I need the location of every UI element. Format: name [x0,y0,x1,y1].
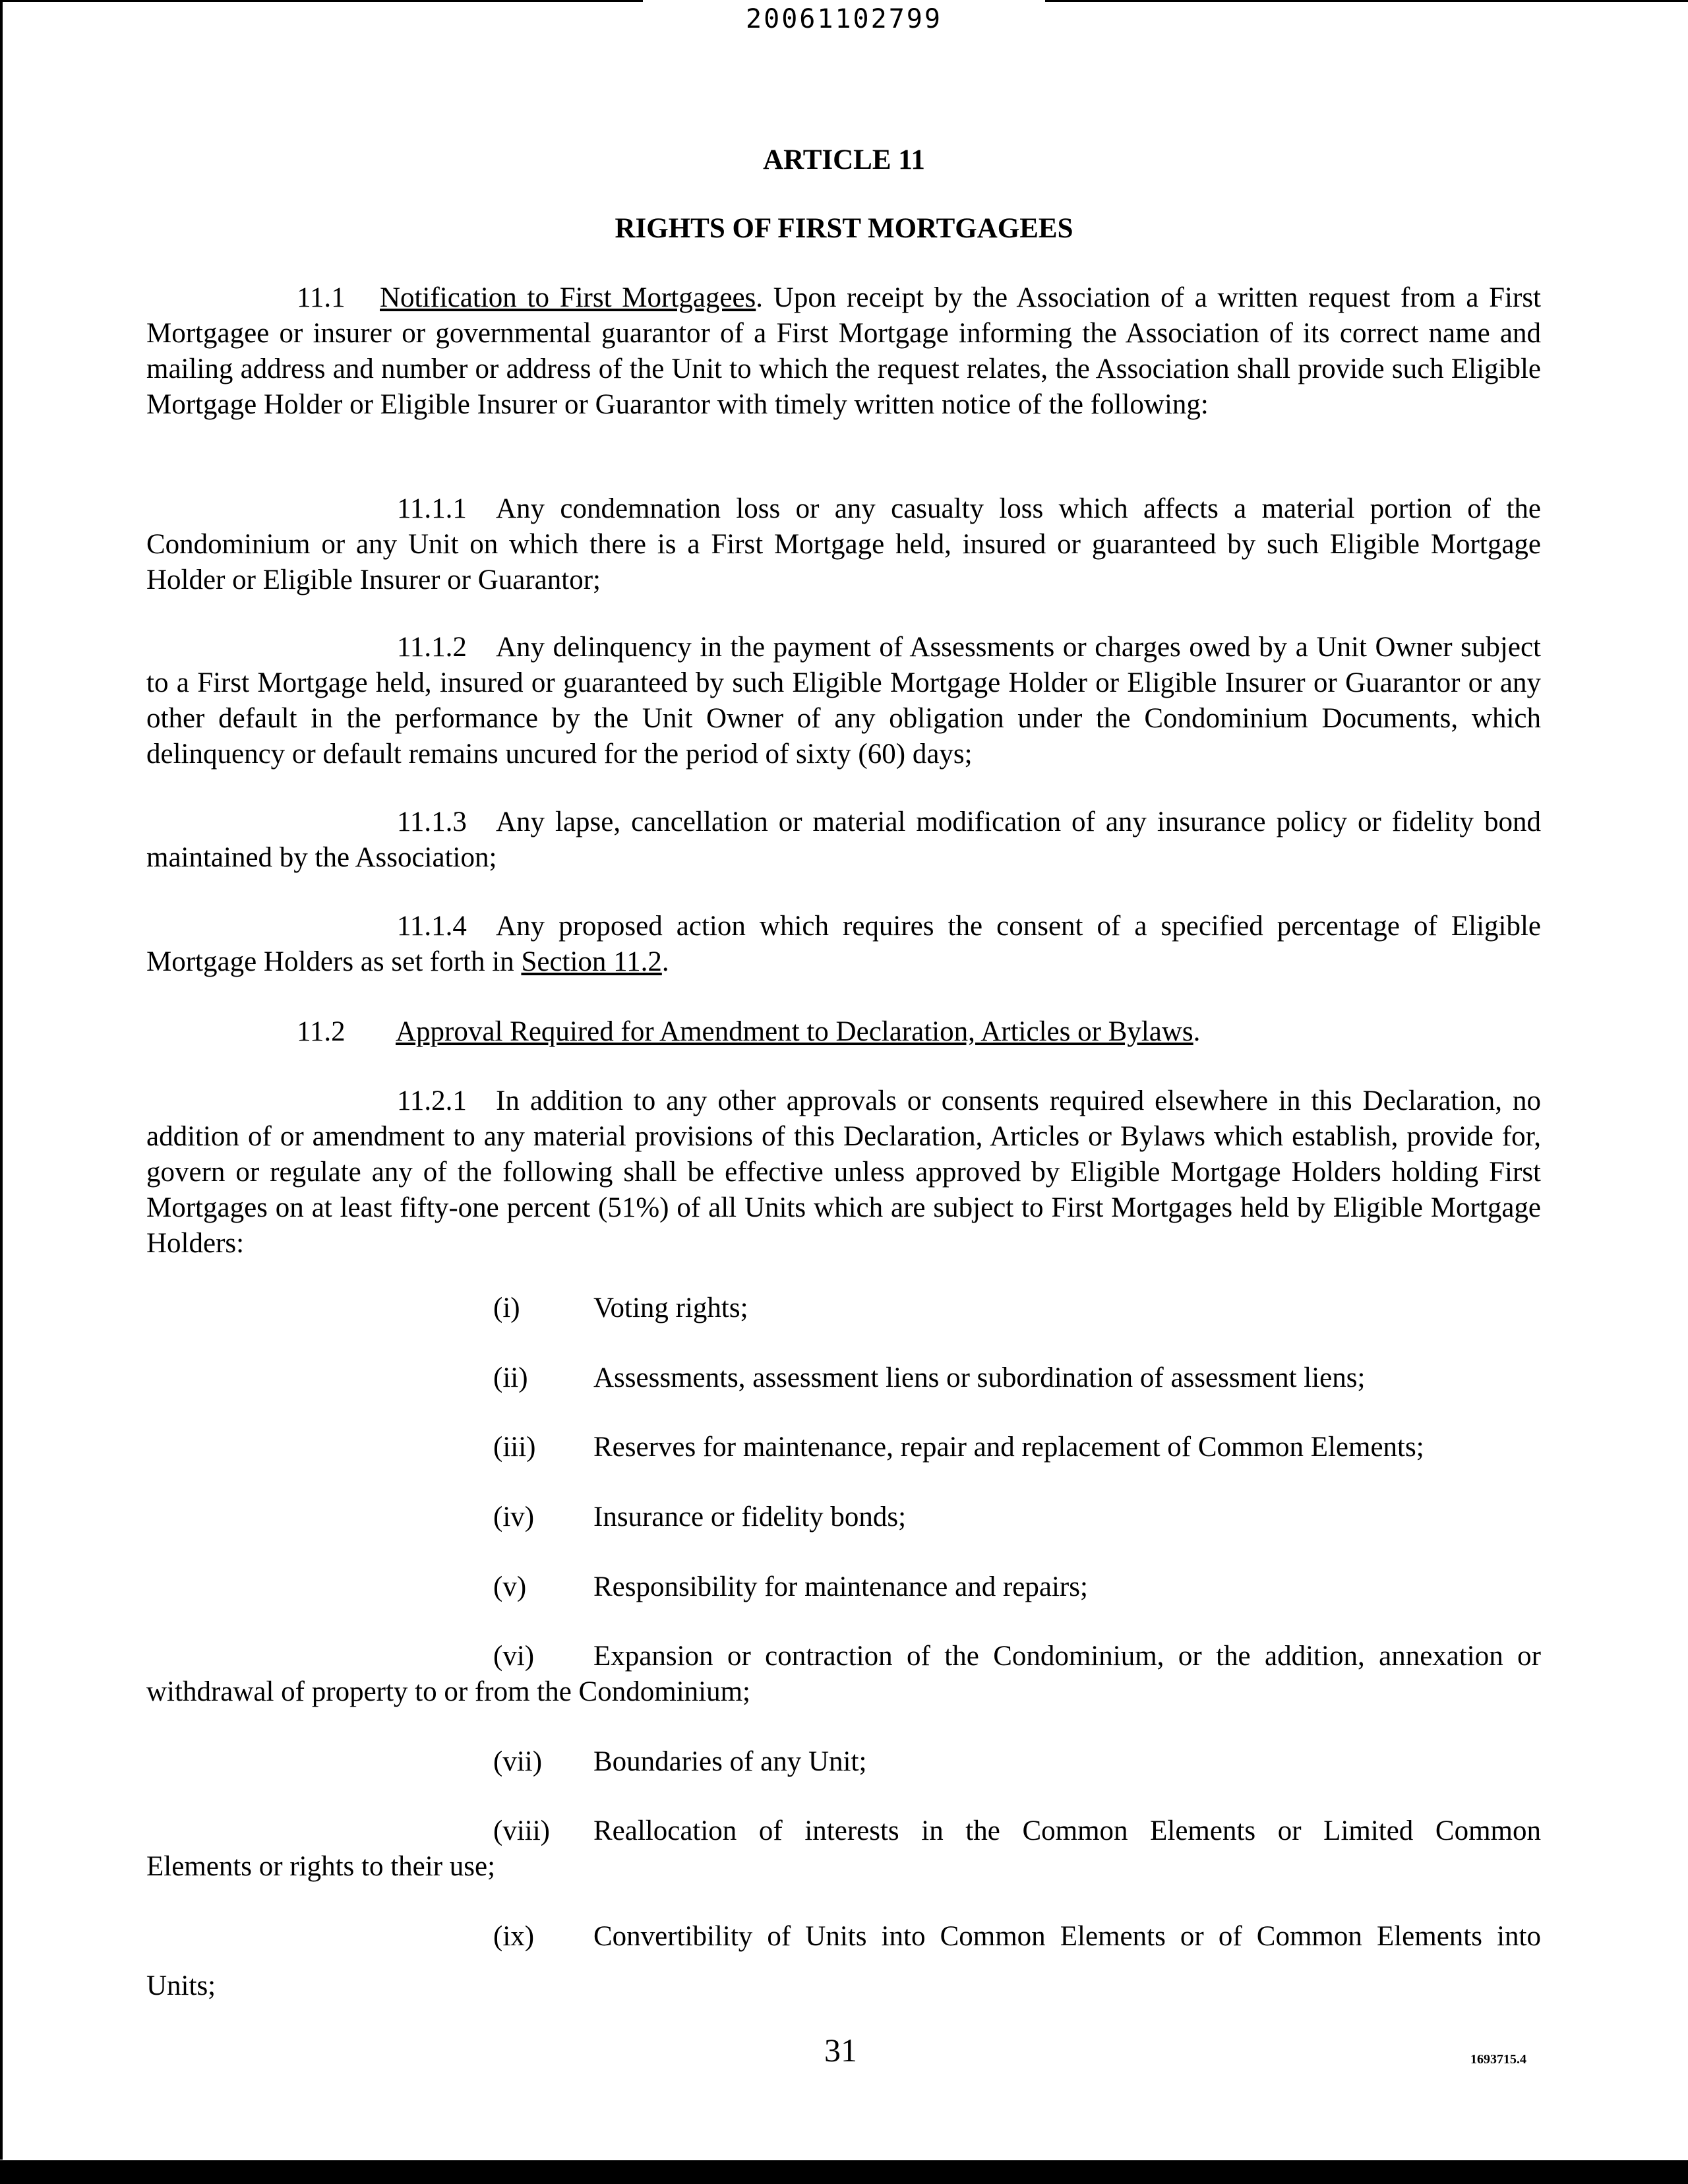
article-title: RIGHTS OF FIRST MORTGAGEES [615,213,1073,244]
section-number: 11.1.1 [397,493,467,524]
page-number: 31 [824,2032,857,2069]
section-body: Any delinquency in the payment of Assessments or charges owed by a Unit Owner subject to a First Mortgage held, insured or guaranteed by such Eligible Mortgage Holder or Eligible Insurer or Guarantor or any other default in the performance by the Unit Owner of any obligation under the Condominium Documents, which delinquency or default remains uncured for the period of sixty (60) days; [146,632,1541,770]
list-item-text: Responsibility for maintenance and repairs; [593,1571,1088,1602]
section-body: Any lapse, cancellation or material modification of any insurance policy or fidelity bond maintained by the Association; [146,806,1541,873]
section-11-1-4 [146,909,1541,980]
list-item-text: Boundaries of any Unit; [593,1746,867,1777]
list-item-text: Convertibility of Units into Common Elements or of Common Elements into [593,1921,1541,1952]
section-end-punct: . [661,946,669,977]
section-number: 11.1.3 [397,806,467,837]
list-item-text: Reallocation of interests in the Common Elements or Limited Common [593,1815,1541,1846]
section-number: 11.2.1 [397,1085,467,1116]
list-item-number: (i) [493,1292,520,1323]
section-number: 11.2 [297,1016,346,1047]
section-end-punct: . [1193,1016,1201,1047]
list-item-text: Voting rights; [593,1292,748,1323]
list-item-number: (iv) [493,1502,535,1532]
list-item-text: Insurance or fidelity bonds; [593,1502,907,1532]
left-scan-edge [0,0,3,2160]
top-rule-left [0,0,643,2]
list-item-number: (ii) [493,1362,528,1393]
list-item-number: (vi) [493,1641,535,1672]
top-rule-right [1045,0,1688,2]
recording-stamp: 20061102799 [746,4,942,34]
section-number: 11.1.4 [397,911,467,942]
list-item-number: (viii) [493,1815,550,1846]
section-heading: Approval Required for Amendment to Declaration, Articles or Bylaws [396,1016,1193,1047]
list-item-number: (vii) [493,1746,543,1777]
list-item-text: Reserves for maintenance, repair and replacement of Common Elements; [593,1432,1424,1463]
section-11-1-2 [146,630,1541,772]
section-number: 11.1.2 [397,632,467,663]
section-11-2 [146,1014,1541,1050]
section-number: 11.1 [297,282,346,313]
list-item-continuation: Units; [146,1970,216,2001]
section-11-2-1 [146,1083,1541,1261]
section-11-2-reference-link[interactable]: Section 11.2 [521,946,662,977]
section-11-1-3 [146,804,1541,876]
list-item-text: Expansion or contraction of the Condominium, or the addition, annexation or [593,1641,1541,1672]
list-item-number: (iii) [493,1432,536,1463]
article-number: ARTICLE 11 [763,144,925,175]
document-id: 1693715.4 [1470,2052,1526,2067]
section-body: . Upon receipt by the Association of a written request from a First Mortgagee or insurer or governmental guarantor of a First Mortgage informing the Association of its correct name and mailing address and number or address of the Unit to which the request relates, the Association shall provide such Eligible Mortgage Holder or Eligible Insurer or Guarantor with timely written notice of the following: [146,282,1542,420]
list-item-number: (v) [493,1571,527,1602]
list-item-continuation: withdrawal of property to or from the Condominium; [146,1676,750,1707]
section-11-1 [146,280,1541,423]
section-body: Any condemnation loss or any casualty loss which affects a material portion of the Condominium or any Unit on which there is a First Mortgage held, insured or guaranteed by such Eligible Mortgage Holder or Eligible Insurer or Guarantor; [146,493,1541,595]
list-item-number: (ix) [493,1921,535,1952]
bottom-scan-bar [0,2160,1688,2184]
section-body: In addition to any other approvals or consents required elsewhere in this Declaration, no addition of or amendment to any material provisions of this Declaration, Articles or Bylaws which establish, provide for, govern or regulate any of the following shall be effective unless approved by Eligible Mortgage Holders holding First Mortgages on at least fifty-one percent (51%) of all Units which are subject to First Mortgages held by Eligible Mortgage Holders: [146,1085,1541,1259]
list-item-text: Assessments, assessment liens or subordination of assessment liens; [593,1362,1366,1393]
section-body: Any proposed action which requires the consent of a specified percentage of Eligible Mortgage Holders as set forth in [146,911,1541,977]
section-11-1-1 [146,491,1541,598]
section-heading: Notification to First Mortgagees [380,282,756,313]
list-item-continuation: Elements or rights to their use; [146,1851,496,1882]
